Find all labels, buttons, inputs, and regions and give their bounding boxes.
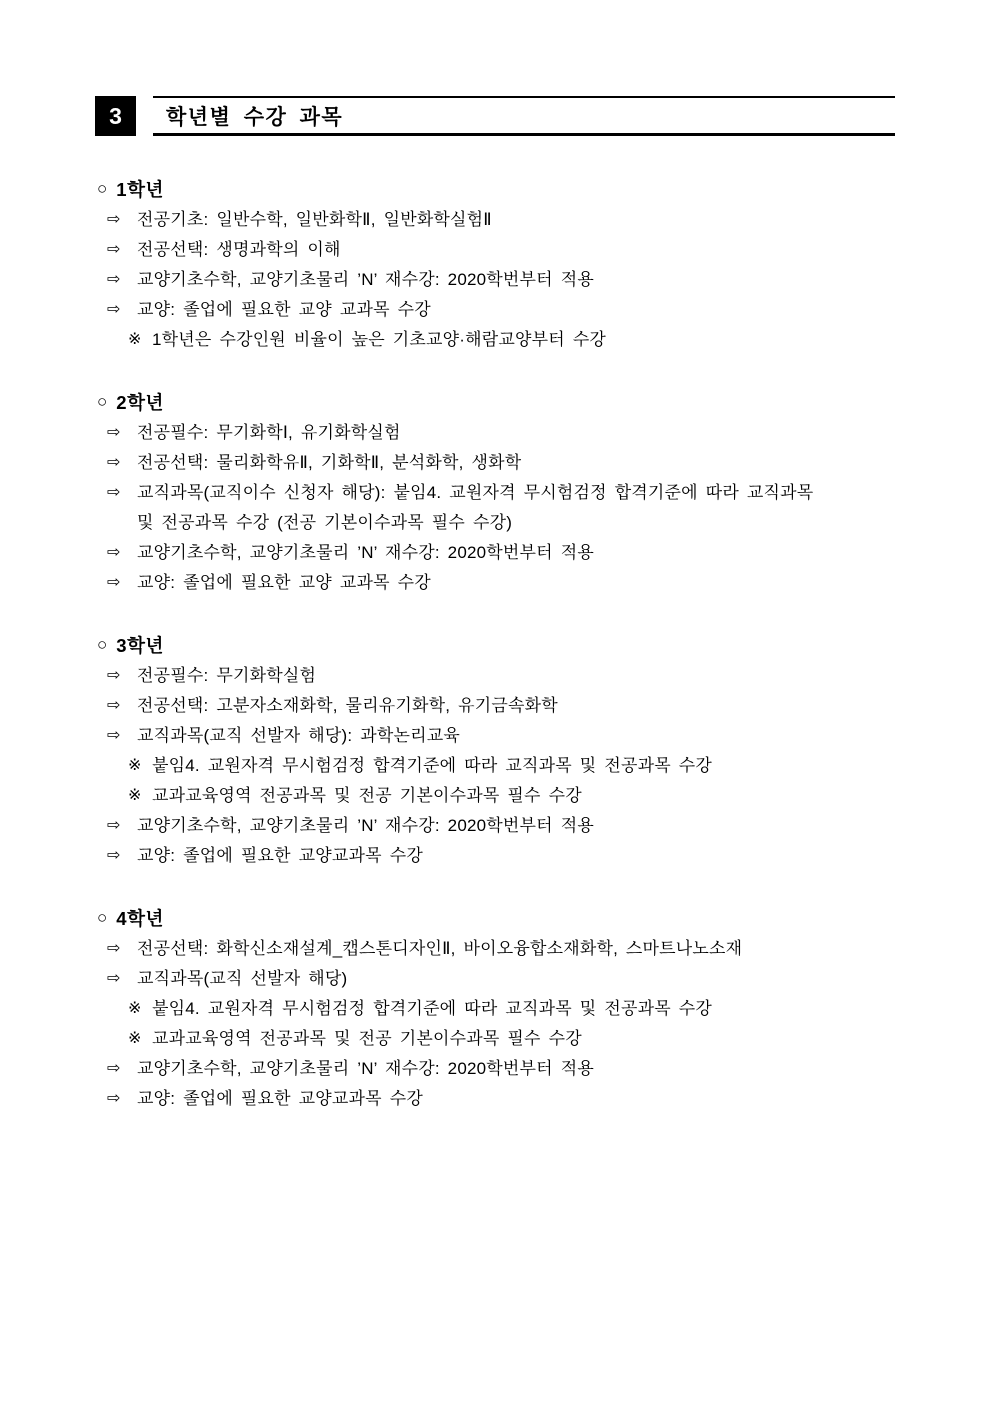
section-number-badge: 3	[95, 96, 136, 136]
arrow-bullet-icon: ⇨	[107, 817, 121, 834]
section-title: 3학년	[116, 635, 164, 656]
title-rule-box	[153, 96, 895, 136]
grade-sections-container	[95, 175, 895, 1114]
line-text: 전공선택: 고분자소재화학, 물리유기화학, 유기금속화학	[137, 696, 558, 715]
line-text: 전공선택: 물리화학유Ⅱ, 기화학Ⅱ, 분석화학, 생화학	[137, 453, 522, 472]
arrow-bullet-icon: ⇨	[107, 847, 121, 864]
grade-section	[95, 631, 895, 871]
line-text: 교양기초수학, 교양기초물리 ’N’ 재수강: 2020학번부터 적용	[137, 1059, 594, 1078]
line-text: 교양: 졸업에 필요한 교양 교과목 수강	[137, 300, 431, 319]
section-header-banner	[95, 96, 895, 136]
course-line	[95, 418, 895, 448]
line-text: 붙임4. 교원자격 무시험검정 합격기준에 따라 교직과목 및 전공과목 수강	[152, 756, 712, 775]
course-line	[95, 205, 895, 235]
course-line	[95, 265, 895, 295]
section-title: 2학년	[116, 392, 164, 413]
course-line	[95, 1054, 895, 1084]
section-title: 4학년	[116, 908, 164, 929]
line-text: 전공선택: 생명과학의 이해	[137, 240, 341, 259]
course-line	[95, 568, 895, 598]
line-text: 교양: 졸업에 필요한 교양 교과목 수강	[137, 573, 431, 592]
arrow-bullet-icon: ⇨	[107, 697, 121, 714]
arrow-bullet-icon: ⇨	[107, 454, 121, 471]
line-text: 전공필수: 무기화학실험	[137, 666, 317, 685]
arrow-bullet-icon: ⇨	[107, 970, 121, 987]
course-line	[95, 841, 895, 871]
course-line	[95, 721, 895, 751]
line-text: 교양기초수학, 교양기초물리 ’N’ 재수강: 2020학번부터 적용	[137, 816, 594, 835]
grade-section	[95, 904, 895, 1114]
line-text: 교직과목(교직 선발자 해당)	[137, 969, 348, 988]
line-text: 교양기초수학, 교양기초물리 ’N’ 재수강: 2020학번부터 적용	[137, 270, 594, 289]
circle-bullet-icon: ○	[97, 635, 108, 654]
line-text: 교직과목(교직이수 신청자 해당): 붙임4. 교원자격 무시험검정 합격기준에 따라 교직과목	[137, 483, 814, 502]
page-title: 학년별 수강 과목	[166, 105, 344, 129]
course-line	[95, 811, 895, 841]
arrow-bullet-icon: ⇨	[107, 574, 121, 591]
arrow-bullet-icon: ⇨	[107, 544, 121, 561]
line-text: 전공기초: 일반수학, 일반화학Ⅱ, 일반화학실험Ⅱ	[137, 210, 492, 229]
line-text: 교양: 졸업에 필요한 교양교과목 수강	[137, 1089, 423, 1108]
arrow-bullet-icon: ⇨	[107, 484, 121, 501]
line-text: 교양: 졸업에 필요한 교양교과목 수강	[137, 846, 423, 865]
course-line	[95, 934, 895, 964]
circle-bullet-icon: ○	[97, 179, 108, 198]
arrow-bullet-icon: ⇨	[107, 424, 121, 441]
arrow-bullet-icon: ⇨	[107, 301, 121, 318]
line-text: 전공필수: 무기화학Ⅰ, 유기화학실험	[137, 423, 401, 442]
section-heading	[95, 631, 895, 661]
arrow-bullet-icon: ⇨	[107, 1060, 121, 1077]
note-line	[95, 1024, 895, 1054]
line-text: 교양기초수학, 교양기초물리 ’N’ 재수강: 2020학번부터 적용	[137, 543, 594, 562]
section-heading	[95, 904, 895, 934]
arrow-bullet-icon: ⇨	[107, 727, 121, 744]
note-line	[95, 781, 895, 811]
course-line	[95, 1084, 895, 1114]
note-line	[95, 325, 895, 355]
course-line	[95, 691, 895, 721]
line-text: 전공선택: 화학신소재설계_캡스톤디자인Ⅱ, 바이오융합소재화학, 스마트나노소재	[137, 939, 743, 958]
circle-bullet-icon: ○	[97, 392, 108, 411]
grade-section	[95, 175, 895, 355]
course-line	[95, 964, 895, 994]
arrow-bullet-icon: ⇨	[107, 940, 121, 957]
reference-mark-icon: ※	[128, 331, 142, 348]
arrow-bullet-icon: ⇨	[107, 211, 121, 228]
course-line	[95, 478, 895, 508]
course-line	[95, 235, 895, 265]
arrow-bullet-icon: ⇨	[107, 241, 121, 258]
course-line	[95, 448, 895, 478]
note-line	[95, 994, 895, 1024]
reference-mark-icon: ※	[128, 1030, 142, 1047]
line-text: 교과교육영역 전공과목 및 전공 기본이수과목 필수 수강	[152, 1029, 582, 1048]
line-text: 붙임4. 교원자격 무시험검정 합격기준에 따라 교직과목 및 전공과목 수강	[152, 999, 712, 1018]
line-text: 교과교육영역 전공과목 및 전공 기본이수과목 필수 수강	[152, 786, 582, 805]
arrow-bullet-icon: ⇨	[107, 1090, 121, 1107]
grade-section	[95, 388, 895, 598]
continuation-line	[95, 508, 895, 538]
arrow-bullet-icon: ⇨	[107, 271, 121, 288]
circle-bullet-icon: ○	[97, 908, 108, 927]
reference-mark-icon: ※	[128, 757, 142, 774]
reference-mark-icon: ※	[128, 787, 142, 804]
line-text: 1학년은 수강인원 비율이 높은 기초교양·해람교양부터 수강	[152, 330, 607, 349]
arrow-bullet-icon: ⇨	[107, 667, 121, 684]
line-text: 교직과목(교직 선발자 해당): 과학논리교육	[137, 726, 460, 745]
line-text: 및 전공과목 수강 (전공 기본이수과목 필수 수강)	[137, 513, 513, 532]
course-line	[95, 295, 895, 325]
section-title: 1학년	[116, 179, 164, 200]
section-heading	[95, 388, 895, 418]
course-line	[95, 538, 895, 568]
note-line	[95, 751, 895, 781]
section-heading	[95, 175, 895, 205]
course-line	[95, 661, 895, 691]
reference-mark-icon: ※	[128, 1000, 142, 1017]
